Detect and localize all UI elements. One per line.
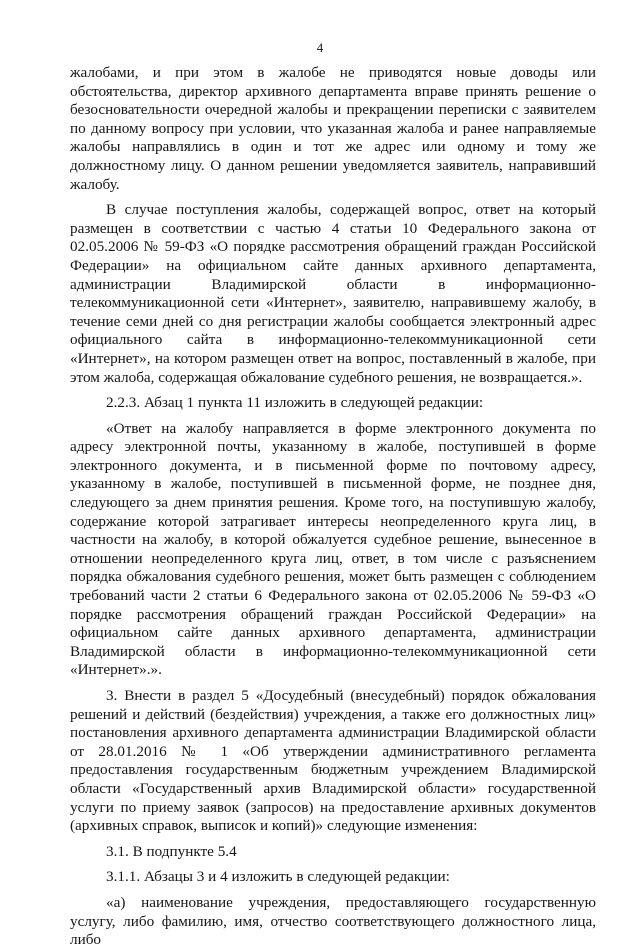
document-body	[70, 64, 596, 950]
paragraph-reply-form: «Ответ на жалобу направляется в форме электронного документа по адресу электронной почты, указанному в жалобе, поступившей в форме электронного документа, и в письменной форме по почтовому адресу, указанному в жалобе, поступившей в письменной форме, не позднее дня, следующего за днем принятия решения. Кроме того, на поступившую жалобу, содержание которой затрагивает интересы неопределенного круга лиц, в частности на жалобу, в которой обжалуется судебное решение, вынесенное в отношении неопределенного круга лиц, ответ, в том числе с разъяснением порядка обжалования судебного решения, может быть размещен с соблюдением требований части 2 статьи 6 Федерального закона от 02.05.2006 № 59-ФЗ «О порядке рассмотрения обращений граждан Российской Федерации» на официальном сайте данных архивного департамента, администрации Владимирской области в информационно-телекоммуникационной сети «Интернет».».	[70, 419, 596, 679]
page-number: 4	[316, 40, 324, 55]
paragraph-3-amend-section-5: 3. Внести в раздел 5 «Досудебный (внесудебный) порядок обжалования решений и действий (бездействия) учреждения, а также его должностных лиц» постановления архивного департамента администрации Владимирской области от 28.01.2016 № 1 «Об утверждении административного регламента предоставления государственным бюджетным учреждением Владимирской области «Государственный архив Владимирской области» государственной услуги по приему заявок (запросов) на предоставление архивных документов (архивных справок, выписок и копий)» следующие изменения:	[70, 687, 596, 835]
paragraph-3-1-1: 3.1.1. Абзацы 3 и 4 изложить в следующей редакции:	[106, 868, 450, 886]
paragraph-internet-reply: В случае поступления жалобы, содержащей вопрос, ответ на который размещен в соответствии с частью 4 статьи 10 Федерального закона от 02.05.2006 № 59-ФЗ «О порядке рассмотрения обращений граждан Российской Федерации» на официальном сайте данных архивного департамента, администрации Владимирской области в информационно-телекоммуникационной сети «Интернет», заявителю, направившему жалобу, в течение семи дней со дня регистрации жалобы сообщается электронный адрес официального сайта в информационно-телекоммуникационной сети «Интернет», на котором размещен ответ на вопрос, поставленный в жалобе, при этом жалоба, содержащая обжалование судебного решения, не возвращается.».	[70, 201, 596, 386]
paragraph-2-2-3: 2.2.3. Абзац 1 пункта 11 изложить в следующей редакции:	[106, 394, 484, 412]
paragraph-3-1: 3.1. В подпункте 5.4	[106, 842, 237, 860]
paragraph-item-a: «а) наименование учреждения, предоставляющего государственную услугу, либо фамилию, имя, отчество соответствующего должностного лица, либо	[70, 893, 596, 949]
paragraph-continuation: жалобами, и при этом в жалобе не приводятся новые доводы или обстоятельства, директор архивного департамента вправе принять решение о безосновательности очередной жалобы и прекращении переписки с заявителем по данному вопросу при условии, что указанная жалоба и ранее направляемые жалобы направлялись в один и тот же адрес или одному и тому же должностному лицу. О данном решении уведомляется заявитель, направивший жалобу.	[70, 64, 596, 193]
